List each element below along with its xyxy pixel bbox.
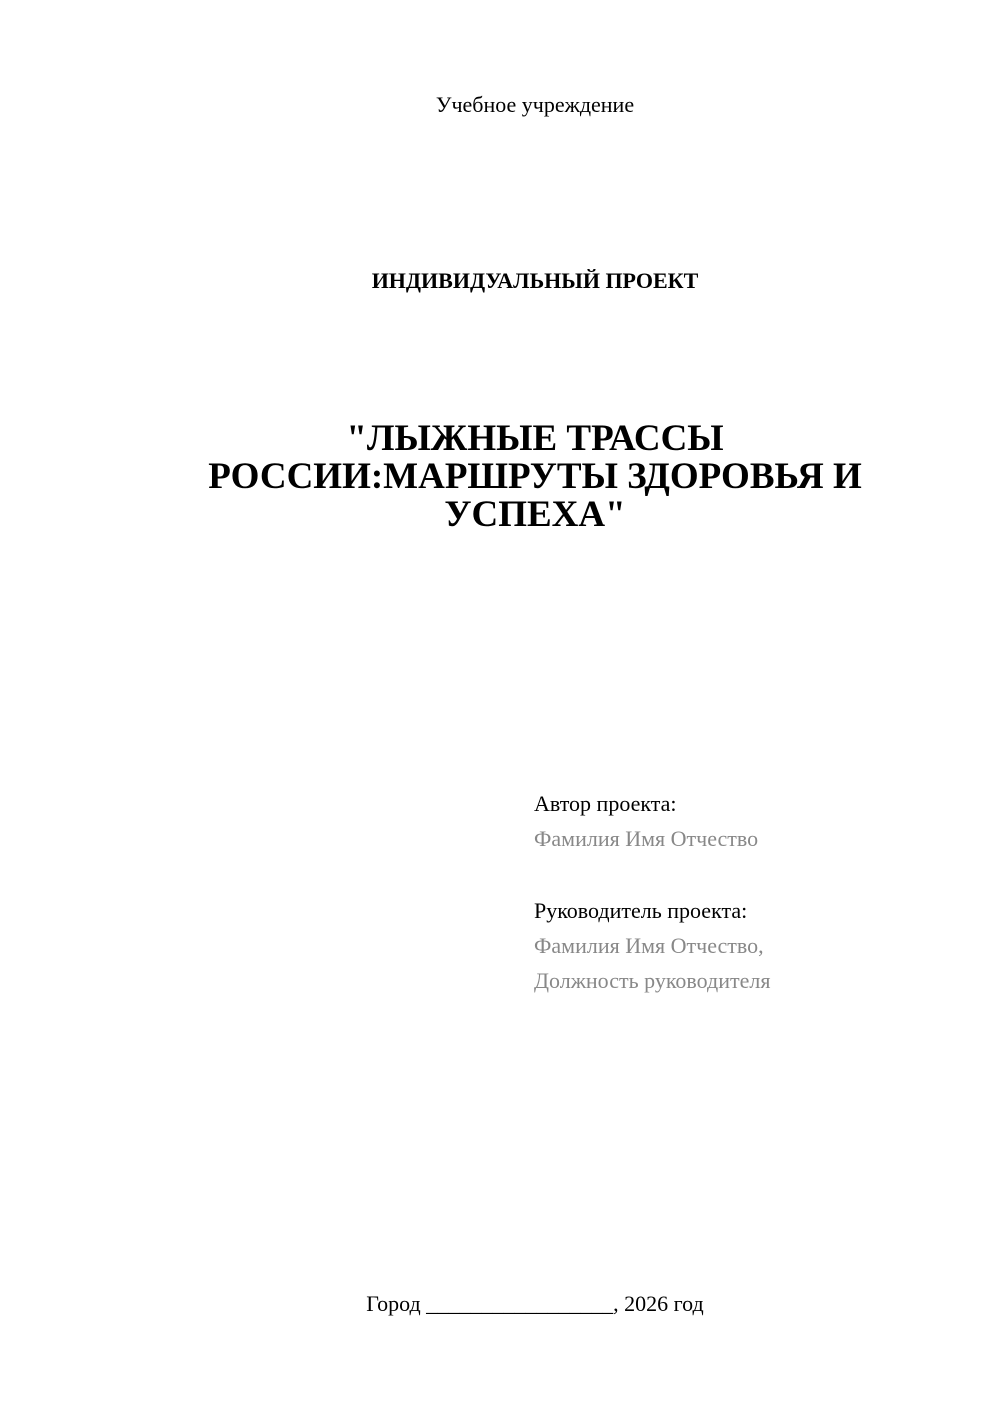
supervisor-name-placeholder: Фамилия Имя Отчество, (534, 933, 764, 958)
info-spacer (534, 856, 974, 893)
project-title-line-1: "ЛЫЖНЫЕ ТРАССЫ (346, 418, 724, 459)
project-title-line-2: РОССИИ:МАРШРУТЫ ЗДОРОВЬЯ И (208, 456, 862, 497)
author-name-placeholder: Фамилия Имя Отчество (534, 826, 759, 851)
supervisor-label: Руководитель проекта: (534, 898, 748, 923)
city-year-footer: Город _________________, 2026 год (366, 1291, 704, 1316)
project-info-block (534, 786, 974, 998)
project-title (0, 420, 1000, 534)
institution-name: Учебное учреждение (435, 92, 635, 117)
document-type-heading: ИНДИВИДУАЛЬНЫЙ ПРОЕКТ (371, 268, 699, 293)
author-label: Автор проекта: (534, 791, 677, 816)
supervisor-position-placeholder: Должность руководителя (534, 968, 771, 993)
project-title-line-3: УСПЕХА" (444, 494, 626, 535)
